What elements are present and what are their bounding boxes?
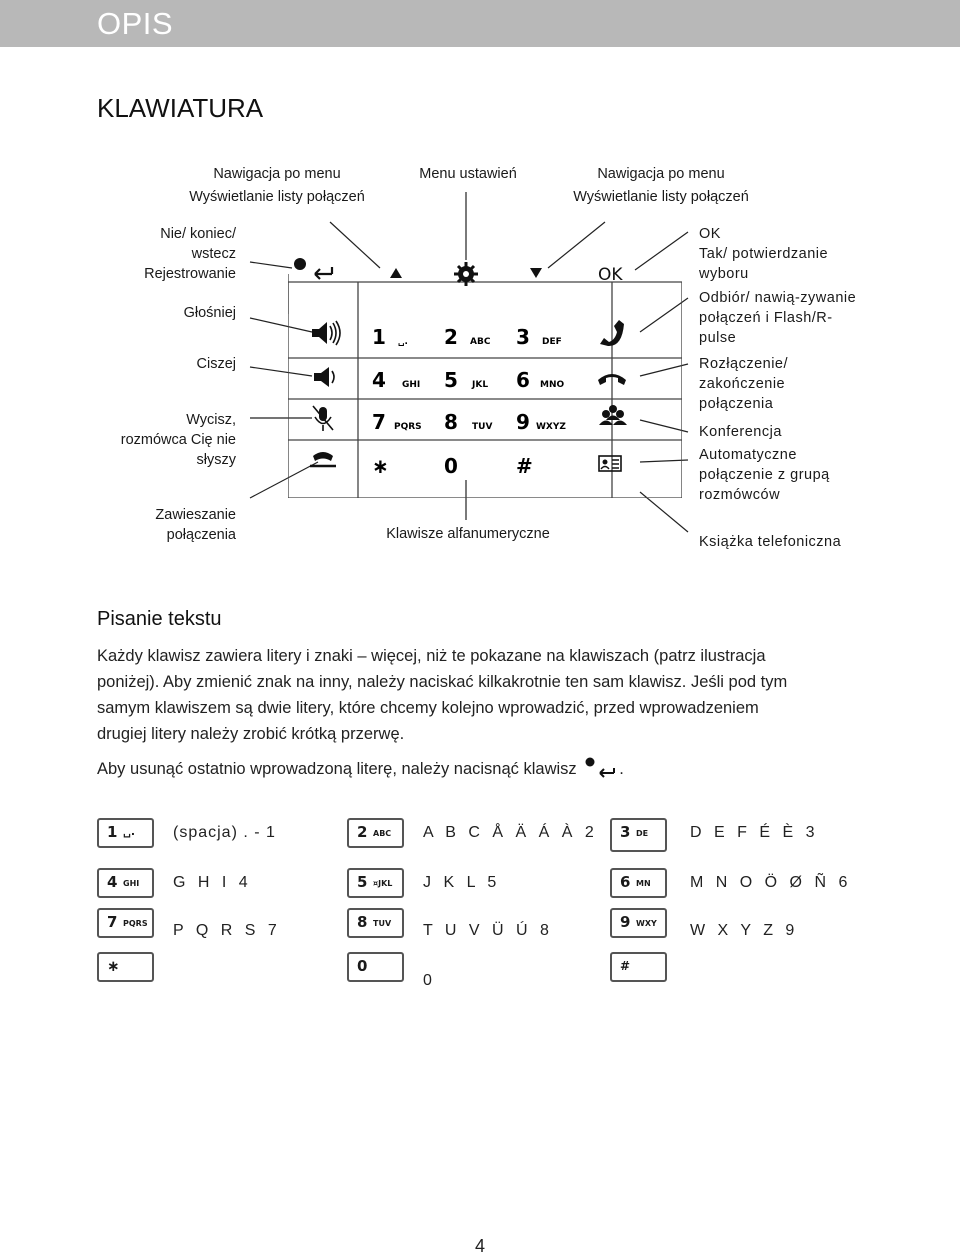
writing-paragraph: Każdy klawisz zawiera litery i znaki – więcej, niż te pokazane na klawiszach (patrz ilustracja poniżej). Aby zmienić znak na inny, należy naciskać kilkakrotnie ten sam klawisz. Jeśli pod tym samym klawiszem są dwie litery, które chcemy kolejno wprowadzić, przed wprowadzeniem drugiej litery należy zrobić krótką przerwę. [97,647,788,743]
char-key-5: 5 ¤JKL [347,868,404,898]
label-nav-right: Nawigacja po menu Wyświetlanie listy połączeń [573,166,749,205]
section-title: KLAWIATURA [97,93,264,123]
key-hash[interactable] [516,454,533,478]
svg-text:WXYZ: WXYZ [536,422,566,432]
svg-text:9: 9 [516,410,530,434]
ok-icon[interactable] [598,265,623,285]
delete-instruction: Aby usunąć ostatnio wprowadzoną literę, należy nacisnąć klawisz . [97,756,624,782]
char-key-8: 8 TUV [347,908,404,938]
label-mute: Wycisz, rozmówca Cię nie słyszy [120,412,236,468]
char-list-7: P Q R S 7 [173,922,281,939]
char-key-1: 1 ␣. [97,818,154,848]
page-number: 4 [474,1236,485,1256]
char-key-hash: # [610,952,667,982]
svg-text:#: # [516,454,533,478]
svg-text:8: 8 [444,410,458,434]
header-title: OPIS [97,6,174,41]
svg-text:1: 1 [372,325,386,349]
char-key-7: 7 PQRS [97,908,154,938]
key-1[interactable] [372,325,408,349]
key-3[interactable] [516,325,562,349]
label-phonebook: Książka telefoniczna [699,534,842,550]
svg-text:OK: OK [598,265,623,285]
key-8[interactable] [444,410,492,434]
key-2[interactable] [444,325,491,349]
label-louder: Głośniej [183,305,236,321]
label-no-end-back: Nie/ koniec/ wstecz Rejestrowanie [144,226,236,282]
record-back-icon [581,756,619,778]
svg-text:∗: ∗ [372,454,389,478]
label-group-call: Automatyczne połączenie z grupą rozmówców [699,447,830,503]
char-list-4: G H I 4 [173,874,252,891]
label-nav-left: Nawigacja po menu Wyświetlanie listy połączeń [189,166,365,205]
char-list-8: T U V Ü Ú 8 [423,922,553,939]
svg-text:2: 2 [444,325,458,349]
key-7[interactable] [372,410,422,434]
svg-text:MNO: MNO [540,380,565,390]
label-conference: Konferencja [699,424,782,440]
keypad-diagram [288,222,682,498]
svg-text:ABC: ABC [470,337,491,347]
label-answer: Odbiór/ nawią-zywanie połączeń i Flash/R- pulse [699,290,857,346]
char-list-5: J K L 5 [423,874,501,891]
key-0[interactable] [444,454,458,478]
char-list-3: D E F É È 3 [690,824,819,841]
volume-down-icon[interactable] [314,367,334,387]
key-4[interactable] [372,368,420,392]
char-list-2: A B C Å Ä Á À 2 [423,824,598,841]
char-list-0: 0 [423,972,436,989]
char-key-4: 4 GHI [97,868,154,898]
writing-title: Pisanie tekstu [97,608,222,630]
mute-mic-icon[interactable] [313,406,333,431]
key-star[interactable] [372,454,389,478]
char-key-2: 2 ABC [347,818,404,848]
key-9[interactable] [516,410,566,434]
char-key-9: 9 WXY [610,908,667,938]
conference-icon[interactable] [599,405,627,425]
svg-text:0: 0 [444,454,458,478]
char-key-6: 6 MN [610,868,667,898]
svg-text:TUV: TUV [472,422,493,432]
svg-text:7: 7 [372,410,386,434]
key-6[interactable] [516,368,564,392]
label-alphanumeric-keys: Klawisze alfanumeryczne [386,526,550,542]
svg-text:5: 5 [444,368,458,392]
label-hangup: Rozłączenie/ zakończenie połączenia [699,356,789,412]
svg-text:JKL: JKL [472,380,489,390]
phonebook-icon[interactable] [599,456,621,471]
char-key-3: 3 DE [610,818,667,852]
char-table [0,818,960,998]
svg-text:4: 4 [372,368,386,392]
svg-text:␣.: ␣. [398,337,408,347]
svg-text:6: 6 [516,368,530,392]
svg-text:3: 3 [516,325,530,349]
hold-icon[interactable] [310,452,336,466]
label-settings-menu: Menu ustawień [419,166,517,182]
svg-text:GHI: GHI [402,380,421,390]
label-ok-confirm: OK Tak/ potwierdzanie wyboru [699,226,829,282]
char-list-6: M N O Ö Ø Ñ 6 [690,874,852,891]
svg-text:DEF: DEF [542,337,562,347]
char-key-star: ∗ [97,952,154,982]
down-arrow-icon[interactable] [530,268,542,278]
char-list-9: W X Y Z 9 [690,922,799,939]
record-back-icon[interactable] [294,258,332,279]
up-arrow-icon[interactable] [390,268,402,278]
svg-text:PQRS: PQRS [394,422,422,432]
char-key-0: 0 [347,952,404,982]
label-quieter: Ciszej [196,356,236,372]
label-hold: Zawieszanie połączenia [155,507,236,543]
volume-up-icon[interactable] [312,321,340,345]
char-list-1: (spacja) . - 1 [173,824,276,841]
key-5[interactable] [444,368,488,392]
